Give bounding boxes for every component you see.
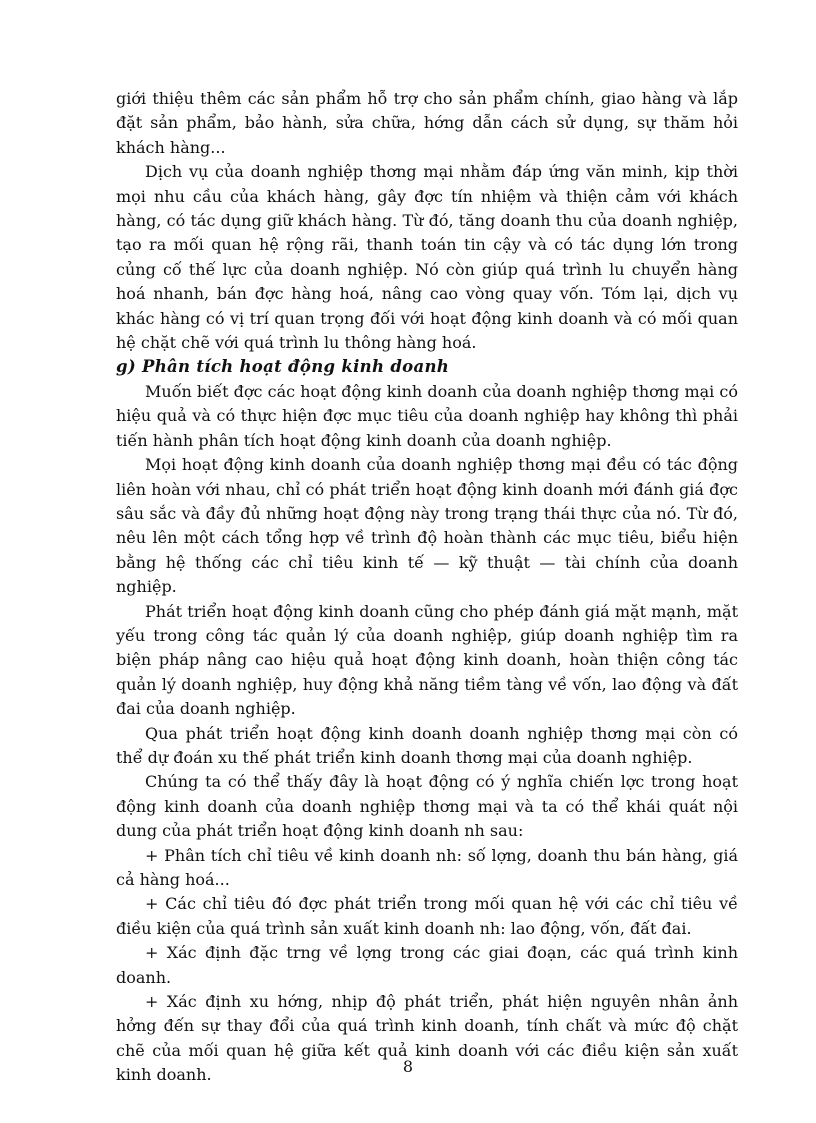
section-heading: g) Phân tích hoạt động kinh doanh [116,357,450,377]
list-item: + Xác định đặc trng về lợng trong các giai đoạn, các quá trình kinh doanh. [116,943,738,987]
paragraph: Dịch vụ của doanh nghiệp thơng mại nhằm đáp ứng văn minh, kịp thời mọi nhu cầu của khách hàng, gây đợc tín nhiệm và thiện cảm với khách hàng, có tác dụng giữ khách hàng. Từ đó, tăng doanh thu của doanh nghiệp, tạo ra mối quan hệ rộng rãi, thanh toán tin cậy và có tác dụng lớn trong củng cố thế lực của doanh nghiệp. Nó còn giúp quá trình lu chuyển hàng hoá nhanh, bán đợc hàng hoá, nâng cao vòng quay vốn. Tóm lại, dịch vụ khác hàng có vị trí quan trọng đối với hoạt động kinh doanh và có mối quan hệ chặt chẽ với quá trình lu thông hàng hoá. [116,162,738,353]
document-page [116,87,738,1088]
paragraph: Muốn biết đợc các hoạt động kinh doanh của doanh nghiệp thơng mại có hiệu quả và có thực hiện đợc mục tiêu của doanh nghiệp hay không thì phải tiến hành phân tích hoạt động kinh doanh của doanh nghiệp. [116,381,738,450]
paragraph: Chúng ta có thể thấy đây là hoạt động có ý nghĩa chiến lợc trong hoạt động kinh doanh của doanh nghiệp thơng mại và ta có thể khái quát nội dung của phát triển hoạt động kinh doanh nh sau: [116,772,738,841]
paragraph: Phát triển hoạt động kinh doanh cũng cho phép đánh giá mặt mạnh, mặt yếu trong công tác quản lý của doanh nghiệp, giúp doanh nghiệp tìm ra biện pháp nâng cao hiệu quả hoạt động kinh doanh, hoàn thiện công tác quản lý doanh nghiệp, huy động khả năng tiềm tàng về vốn, lao động và đất đai của doanh nghiệp. [116,601,738,719]
page-number: 8 [402,1057,414,1076]
paragraph: giới thiệu thêm các sản phẩm hỗ trợ cho sản phẩm chính, giao hàng và lắp đặt sản phẩm, bảo hành, sửa chữa, hớng dẫn cách sử dụng, sự thăm hỏi khách hàng... [116,89,738,157]
list-item: + Các chỉ tiêu đó đợc phát triển trong mối quan hệ với các chỉ tiêu về điều kiện của quá trình sản xuất kinh doanh nh: lao động, vốn, đất đai. [116,894,738,938]
list-item: + Phân tích chỉ tiêu về kinh doanh nh: số lợng, doanh thu bán hàng, giá cả hàng hoá... [116,845,738,889]
list-item: + Xác định xu hớng, nhịp độ phát triển, phát hiện nguyên nhân ảnh hởng đến sự thay đổi của quá trình kinh doanh, tính chất và mức độ chặt chẽ của mối quan hệ giữa kết quả kinh doanh với các điều kiện sản xuất kinh doanh. [116,992,738,1085]
paragraph: Qua phát triển hoạt động kinh doanh doanh nghiệp thơng mại còn có thể dự đoán xu thế phát triển kinh doanh thơng mại của doanh nghiệp. [116,723,738,767]
paragraph: Mọi hoạt động kinh doanh của doanh nghiệp thơng mại đều có tác động liên hoàn với nhau, chỉ có phát triển hoạt động kinh doanh mới đánh giá đợc sâu sắc và đầy đủ những hoạt động này trong trạng thái thực của nó. Từ đó, nêu lên một cách tổng hợp về trình độ hoàn thành các mục tiêu, biểu hiện bằng hệ thống các chỉ tiêu kinh tế — kỹ thuật — tài chính của doanh nghiệp. [116,455,738,597]
